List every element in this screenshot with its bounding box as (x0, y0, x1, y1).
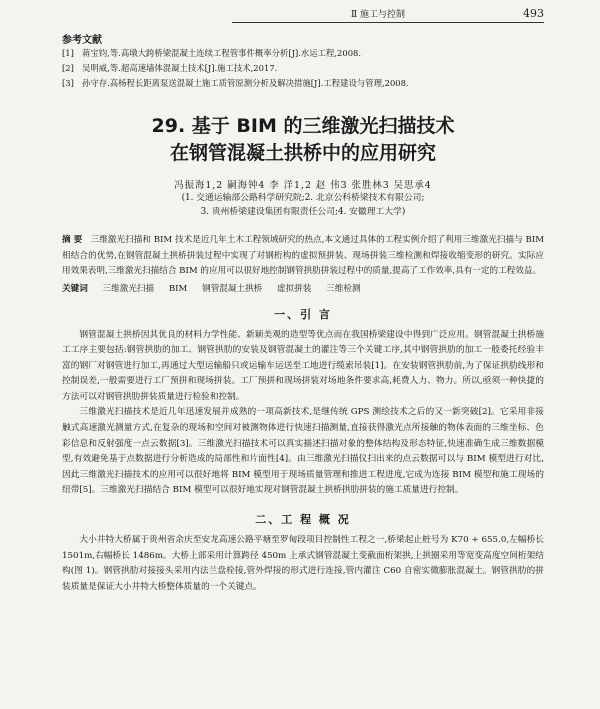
affiliation-line-2: 3. 贵州桥梁建设集团有限责任公司;4. 安徽理工大学) (200, 207, 406, 217)
keyword: BIM (168, 283, 188, 294)
authors: 冯振海1,2 嗣海钟4 李 洋1,2 赵 伟3 张胜林3 吴思承4 (174, 180, 432, 191)
reference-item: [1] 蒋宝钧,等.高墩大跨桥梁混凝土连续工程管事件概率分析[J].水运工程,2008. (62, 48, 362, 58)
article-title (62, 113, 544, 167)
abstract-text: 三维激光扫描和 BIM 技术是近几年土木工程领域研究的热点,本文通过具体的工程实例介绍了利用三维激光扫描与 BIM 相结合的优势,在钢管混凝土拱桥拼装过程中实现了对钢桁构的虚拟预拼装、现场拼装三维检测和焊接收缩变形的研究。实际应用效果表明,三维激光扫描结合 BIM 的应用可以很好地控制钢管拱肋拼装过程中的质量,提高了工作效率,具有一定的工程效益。 (62, 235, 544, 276)
affiliation-line-1: (1. 交通运输部公路科学研究院;2. 北京公科桥梁技术有限公司; (181, 193, 425, 203)
header-section: Ⅱ 施工与控制 (351, 10, 405, 20)
title-line-2: 在钢管混凝土拱桥中的应用研究 (169, 142, 436, 164)
keywords (62, 282, 544, 294)
keywords-label: 关键词 (62, 283, 88, 294)
keyword: 虚拟拼装 (277, 283, 312, 294)
section-heading-project-overview: 二、工 程 概 况 (255, 513, 351, 527)
reference-item: [3] 孙守存.高杨程长距离泵送混凝土施工质管原测分析及解决措施[J].工程建设与管理,2008. (62, 78, 409, 88)
reference-item: [2] 吴明威,等.超高速墙体混凝土技术[J].施工技术,2017. (62, 63, 278, 73)
page-number: 493 (523, 7, 544, 20)
abstract (62, 233, 544, 280)
body-paragraph: 三维激光扫描技术是近几年迅速发展并成熟的一项高新技术,是继传统 GPS 测绘技术之后的又一新突破[2]。它采用非接触式高速激光测量方式,在复杂的现场和空间对被测物体进行快速扫描测量,直接获得激光点所接触的物体表面的三维坐标、色彩信息和反射强度一点云数据[3]。三维激光扫描技术可以真实描述扫描对象的整体结构及形态特征,快速准确生成三维数据模型,有效避免基于点数据进行分析造成的局部性和片面性[4]。由三维激光扫描仪扫出来的点云数据可以与 BIM 模型进行对比,因此三维激光扫描技术的应用可以很好地将 BIM 模型用于现场质量管理和推进工程进度,它成为连接 BIM 模型和施工现场的纽带[5]。三维激光扫描结合 BIM 模型可以很好地实现对钢管混凝土拱桥拱肋拼装的施工质量进行控制。 (62, 407, 544, 496)
keyword: 三维检测 (326, 283, 361, 294)
section-heading-introduction: 一、引 言 (274, 307, 332, 321)
body-paragraph: 钢管混凝土拱桥因其优良的材料力学性能、新颖美观的造型等优点而在我国桥梁建设中得到广泛应用。钢管混凝土拱桥施工工序主要包括:钢管拱肋的加工、钢管拱肋的安装及钢管混凝土的灌注等三个关键工序,其中钢管拱肋的加工一般委托经验丰富的钢厂对钢管进行加工,再通过大型运输船只或运输车运送至工地进行缆索吊装[1]。在安装钢管拱肋前,为了保证拱肋线形和控制误差,一般需要进行工厂预拼和现场拼装。工厂预拼和现场拼装对场地条件要求高,耗费人力、物力。所以,亟须一种快捷的方法可以对钢管拱肋拼装质量进行检验和控制。 (62, 329, 544, 402)
title-line-1: 29. 基于 BIM 的三维激光扫描技术 (151, 115, 455, 137)
body-paragraph: 大小井特大桥属于贵州省余庆至安龙高速公路平塘至罗甸段项目控制性工程之一,桥梁起止桩号为 K70 + 655.0,左幅桥长 1501m,右幅桥长 1486m。大桥上部采用计算跨径 450m 上承式钢管混凝土变截面桁架拱,上拱圈采用等宽变高度空间桁架结构(图 1)。钢管拱肋对接接头采用内法兰盘栓接,管外焊接的形式进行连接,管内灌注 C60 自密实微膨胀混凝土。钢管拱肋的拼装质量是保证大小井特大桥整体质量的一个关键点。 (62, 535, 544, 592)
keyword: 三维激光扫描 (102, 283, 155, 294)
running-header (232, 0, 544, 23)
abstract-label: 摘 要 (62, 235, 83, 245)
references-title: 参考文献 (62, 35, 102, 46)
keyword: 钢管混凝土拱桥 (202, 283, 263, 294)
